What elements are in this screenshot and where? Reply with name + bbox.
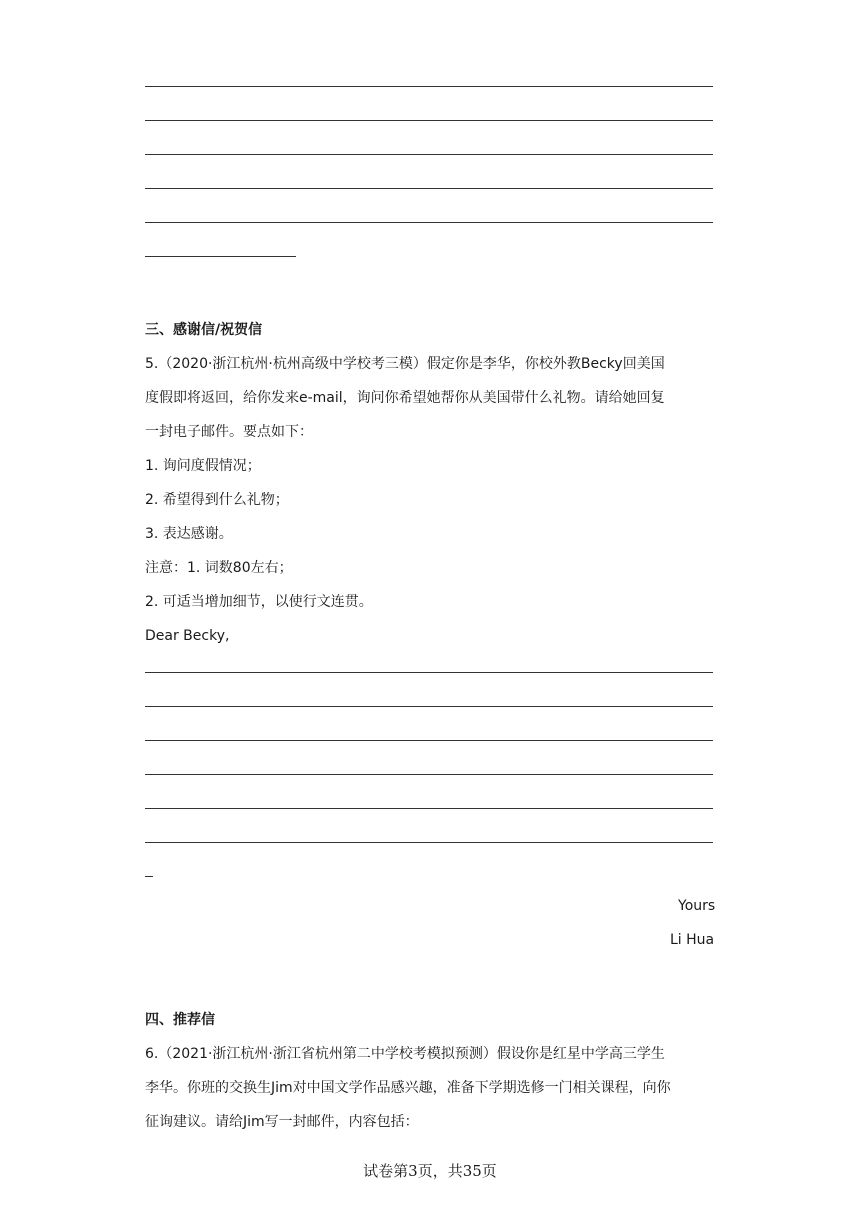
answer-line: [145, 154, 713, 155]
requirement-point: 3. 表达感谢。: [145, 526, 233, 542]
section-heading: 三、感谢信/祝贺信: [145, 322, 263, 338]
letter-salutation: Dear Becky,: [145, 628, 230, 644]
answer-line: [145, 876, 153, 877]
requirement-point: 1. 询问度假情况；: [145, 458, 261, 474]
question-text: 征询建议。请给Jim写一封邮件，内容包括：: [145, 1114, 419, 1130]
answer-line: [145, 222, 713, 223]
answer-line: [145, 774, 713, 775]
question-text: 5.（2020·浙江杭州·杭州高级中学校考三模）假定你是李华，你校外教Becky回美国: [145, 356, 665, 372]
question-text: 6.（2021·浙江杭州·浙江省杭州第二中学校考模拟预测）假设你是红星中学高三学生: [145, 1046, 665, 1062]
letter-closing: Yours: [678, 898, 716, 914]
letter-signature: Li Hua: [670, 932, 715, 948]
answer-line: [145, 256, 296, 257]
page-footer: 试卷第3页，共35页: [363, 1162, 497, 1180]
question-text: 度假即将返回，给你发来e-mail，询问你希望她帮你从美国带什么礼物。请给她回复: [145, 390, 665, 406]
answer-line: [145, 86, 713, 87]
answer-line: [145, 842, 713, 843]
section-heading: 四、推荐信: [145, 1012, 215, 1028]
answer-line: [145, 740, 713, 741]
answer-line: [145, 706, 713, 707]
answer-line: [145, 188, 713, 189]
note-text: 注意：1. 词数80左右；: [145, 560, 293, 576]
answer-line: [145, 120, 713, 121]
answer-line: [145, 808, 713, 809]
question-text: 李华。你班的交换生Jim对中国文学作品感兴趣，准备下学期选修一门相关课程，向你: [145, 1080, 671, 1096]
answer-line: [145, 672, 713, 673]
note-text: 2. 可适当增加细节，以使行文连贯。: [145, 594, 373, 610]
requirement-point: 2. 希望得到什么礼物；: [145, 492, 289, 508]
question-text: 一封电子邮件。要点如下：: [145, 424, 313, 440]
